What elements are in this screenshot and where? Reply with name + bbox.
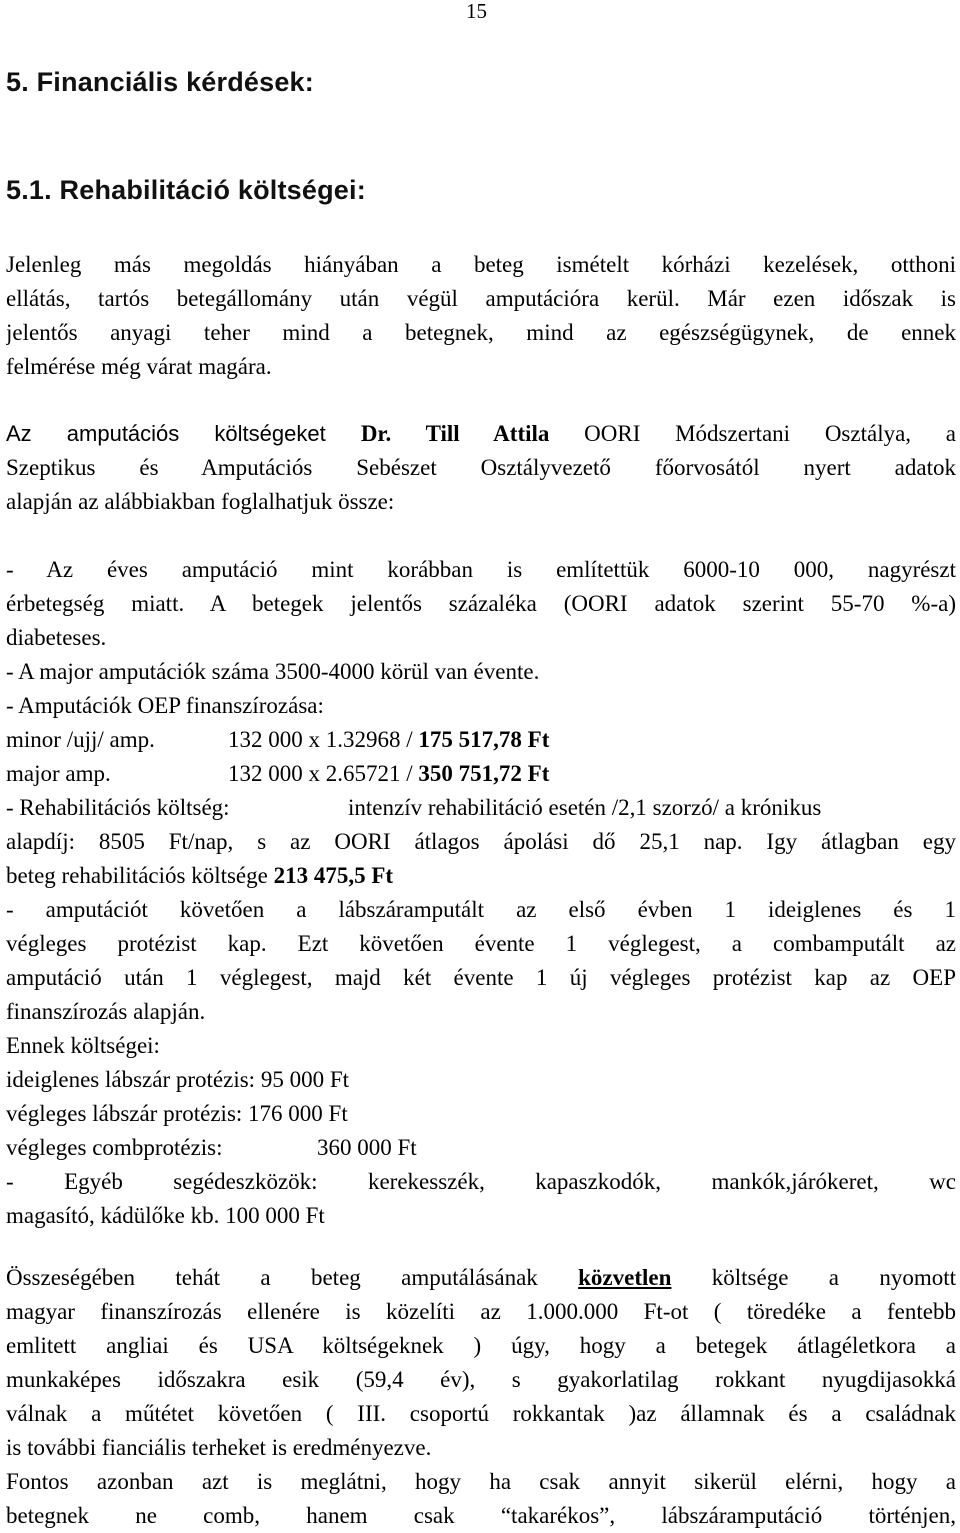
text-run: Az amputációs költségeket [6,421,361,446]
text-run: 360 000 Ft [317,1135,417,1160]
text-line: ellátás, tartós betegállomány után végül amputációra kerül. Már ezen időszak is [6,286,956,311]
text-line: - amputációt követően a lábszáramputált az első évben 1 ideiglenes és 1 [6,897,956,922]
intro-paragraph [6,248,956,384]
text-line: finanszírozás alapján. [6,999,206,1024]
text-line: Ennek költségei: [6,1033,160,1058]
summary-paragraph [6,1261,956,1533]
text-line [6,1131,956,1165]
text-line: válnak a műtétet követően ( III. csoportú rokkantak )az államnak és a családnak [6,1401,956,1426]
text-line [6,417,956,451]
text-run: OORI Módszertani Osztálya, a [549,421,956,446]
text-line: jelentős anyagi teher mind a betegnek, mind az egészségügynek, de ennek [6,320,956,345]
text-line: munkaképes időszakra esik (59,4 év), s gyakorlatilag rokkant nyugdijasokká [6,1367,956,1392]
source-paragraph [6,417,956,519]
text-line: Jelenleg más megoldás hiányában a beteg ismételt kórházi kezelések, otthoni [6,252,956,277]
row-total: 350 751,72 Ft [418,761,550,786]
text-line: érbetegség miatt. A betegek jelentős százaléka (OORI adatok szerint 55-70 %-a) [6,591,956,616]
text-run: - Rehabilitációs költség: [6,795,230,820]
text-line: - Amputációk OEP finanszírozása: [6,693,324,718]
row-calculation: 132 000 x 1.32968 / [228,727,419,752]
text-line [6,1261,956,1295]
text-line: betegnek ne comb, hanem csak “takarékos”, lábszáramputáció történjen, [6,1503,956,1528]
row-calculation: 132 000 x 2.65721 / [228,761,419,786]
text-run: Összeségében tehát a beteg amputálásának [6,1265,579,1290]
text-line: magasító, kádülőke kb. 100 000 Ft [6,1203,325,1228]
text-line: emlitett angliai és USA költségeknek ) úgy, hogy a betegek átlagéletkora a [6,1333,956,1358]
text-line: alapdíj: 8505 Ft/nap, s az OORI átlagos ápolási dő 25,1 nap. Igy átlagban egy [6,829,956,854]
text-run: beteg rehabilitációs költsége [6,863,274,888]
cost-list [6,553,956,1233]
text-line: is további fianciális terheket is eredményezve. [6,1435,432,1460]
text-line: felmérése még várat magára. [6,354,272,379]
text-line [6,859,956,893]
text-line: Fontos azonban azt is meglátni, hogy ha csak annyit sikerül elérni, hogy a [6,1469,956,1494]
minor-amputation-row [6,723,956,757]
author-name: Dr. Till Attila [360,421,550,446]
page-number: 15 [466,0,487,23]
text-line: alapján az alábbiakban foglalhatjuk össze: [6,489,395,514]
text-line [6,791,956,825]
row-label: major amp. [6,761,111,786]
text-line: - Az éves amputáció mint korábban is említettük 6000-10 000, nagyrészt [6,557,956,582]
major-amputation-row [6,757,956,791]
text-line: Szeptikus és Amputációs Sebészet Osztályvezető főorvosától nyert adatok [6,455,956,480]
text-line: végleges lábszár protézis: 176 000 Ft [6,1101,348,1126]
text-line: végleges protézist kap. Ezt követően évente 1 véglegest, a combamputált az [6,931,956,956]
text-run: intenzív rehabilitáció esetén /2,1 szorzó/ a krónikus [348,795,822,820]
text-line: - Egyéb segédeszközök: kerekesszék, kapaszkodók, mankók,járókeret, wc [6,1169,956,1194]
text-line: magyar finanszírozás ellenére is közelíti az 1.000.000 Ft-ot ( töredéke a fentebb [6,1299,956,1324]
row-total: 175 517,78 Ft [418,727,550,752]
row-label: minor /ujj/ amp. [6,727,155,752]
rehab-total: 213 475,5 Ft [273,863,394,888]
section-heading: 5. Financiális kérdések: [6,67,314,97]
text-run: költsége a nyomott [671,1265,956,1290]
text-line: diabeteses. [6,625,107,650]
text-line: amputáció után 1 véglegest, majd két évente 1 új végleges protézist kap az OEP [6,965,956,990]
text-line: ideiglenes lábszár protézis: 95 000 Ft [6,1067,350,1092]
emphasis-word: közvetlen [578,1265,672,1290]
text-line: - A major amputációk száma 3500-4000 körül van évente. [6,659,540,684]
text-run: végleges combprotézis: [6,1135,223,1160]
subsection-heading: 5.1. Rehabilitáció költségei: [6,175,366,205]
